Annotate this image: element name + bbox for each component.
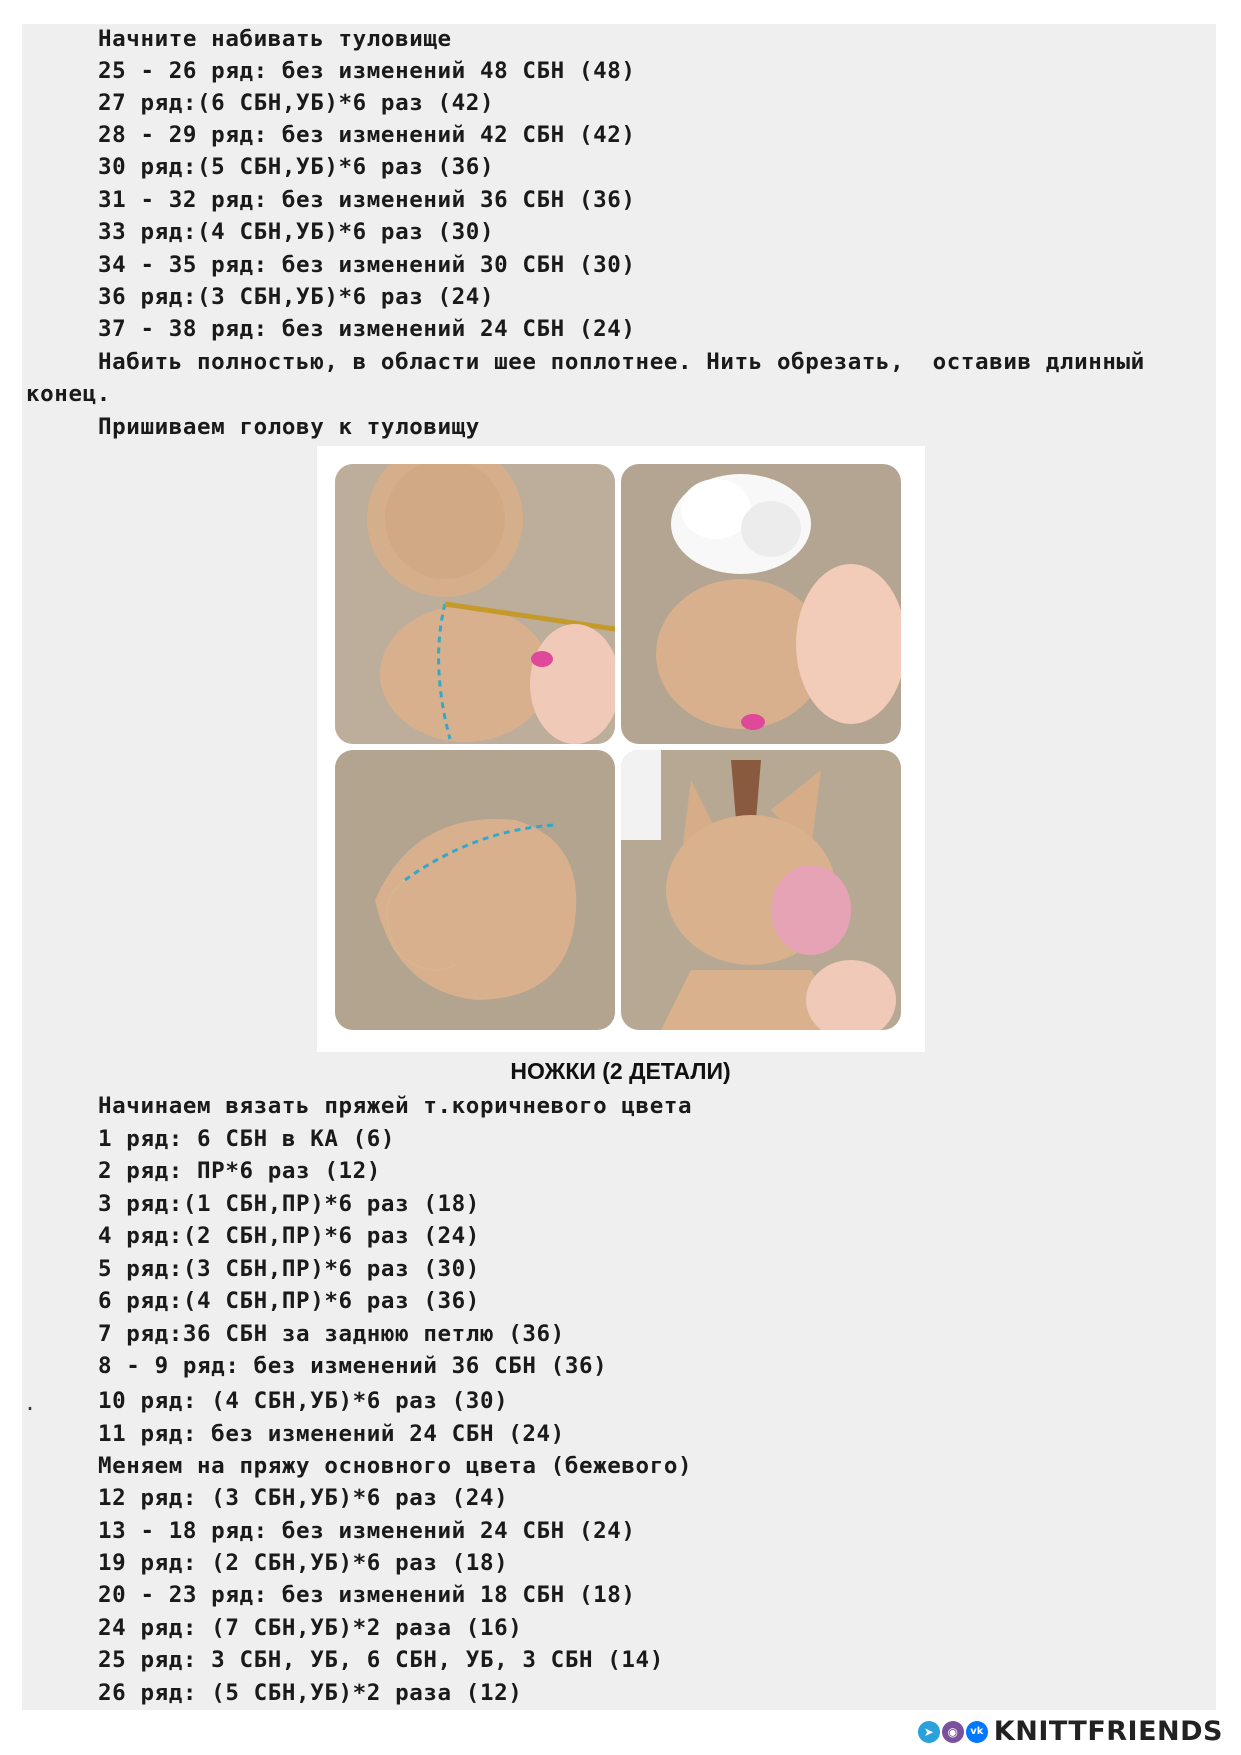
stray-mark: . (24, 1391, 37, 1415)
text-line: 13 - 18 ряд: без изменений 24 СБН (24) (98, 1518, 636, 1544)
text-line: Пришиваем голову к туловищу (98, 414, 480, 440)
brand-watermark (918, 1716, 1223, 1747)
text-line: 7 ряд:36 СБН за заднюю петлю (36) (98, 1321, 565, 1347)
text-line: 28 - 29 ряд: без изменений 42 СБН (42) (98, 122, 636, 148)
text-line: Начните набивать туловище (98, 26, 452, 52)
text-line: 11 ряд: без изменений 24 СБН (24) (98, 1421, 565, 1447)
photo-assembled-toy (621, 750, 901, 1030)
text-line: 5 ряд:(3 СБН,ПР)*6 раз (30) (98, 1256, 480, 1282)
text-line: Начинаем вязать пряжей т.коричневого цвета (98, 1093, 693, 1119)
text-line: 25 - 26 ряд: без изменений 48 СБН (48) (98, 58, 636, 84)
vk-icon: vk (966, 1721, 988, 1743)
text-line: 4 ряд:(2 СБН,ПР)*6 раз (24) (98, 1223, 480, 1249)
text-line: 24 ряд: (7 СБН,УБ)*2 раза (16) (98, 1615, 523, 1641)
text-line: 37 - 38 ряд: без изменений 24 СБН (24) (98, 316, 636, 342)
text-line: 34 - 35 ряд: без изменений 30 СБН (30) (98, 252, 636, 278)
photo-head-marking (335, 464, 615, 744)
text-line: 12 ряд: (3 СБН,УБ)*6 раз (24) (98, 1485, 509, 1511)
photo-collage (317, 446, 925, 1052)
text-line: 8 - 9 ряд: без изменений 36 СБН (36) (98, 1353, 608, 1379)
text-line: 30 ряд:(5 СБН,УБ)*6 раз (36) (98, 154, 495, 180)
section-heading: НОЖКИ (2 ДЕТАЛИ) (510, 1058, 731, 1084)
text-line: 36 ряд:(3 СБН,УБ)*6 раз (24) (98, 284, 495, 310)
text-line: Набить полностью, в области шее поплотнее. Нить обрезать, оставив длинный (98, 349, 1145, 375)
brand-name: KNITTFRIENDS (993, 1716, 1223, 1747)
text-line: 33 ряд:(4 СБН,УБ)*6 раз (30) (98, 219, 495, 245)
photo-head-stuffed (621, 464, 901, 744)
text-line: 31 - 32 ряд: без изменений 36 СБН (36) (98, 187, 636, 213)
text-line: 10 ряд: (4 СБН,УБ)*6 раз (30) (98, 1388, 509, 1414)
viber-icon: ◉ (942, 1721, 964, 1743)
text-line: 19 ряд: (2 СБН,УБ)*6 раз (18) (98, 1550, 509, 1576)
text-line: 25 ряд: 3 СБН, УБ, 6 СБН, УБ, 3 СБН (14) (98, 1647, 664, 1673)
text-line: 1 ряд: 6 СБН в КА (6) (98, 1126, 396, 1152)
text-line: 6 ряд:(4 СБН,ПР)*6 раз (36) (98, 1288, 480, 1314)
text-line: 27 ряд:(6 СБН,УБ)*6 раз (42) (98, 90, 495, 116)
text-line: 3 ряд:(1 СБН,ПР)*6 раз (18) (98, 1191, 480, 1217)
text-line: 2 ряд: ПР*6 раз (12) (98, 1158, 381, 1184)
text-line: конец. (26, 381, 111, 407)
photo-head-side (335, 750, 615, 1030)
text-line: Меняем на пряжу основного цвета (бежевого) (98, 1453, 693, 1479)
telegram-icon: ➤ (918, 1721, 940, 1743)
text-line: 20 - 23 ряд: без изменений 18 СБН (18) (98, 1582, 636, 1608)
text-line: 26 ряд: (5 СБН,УБ)*2 раза (12) (98, 1680, 523, 1706)
